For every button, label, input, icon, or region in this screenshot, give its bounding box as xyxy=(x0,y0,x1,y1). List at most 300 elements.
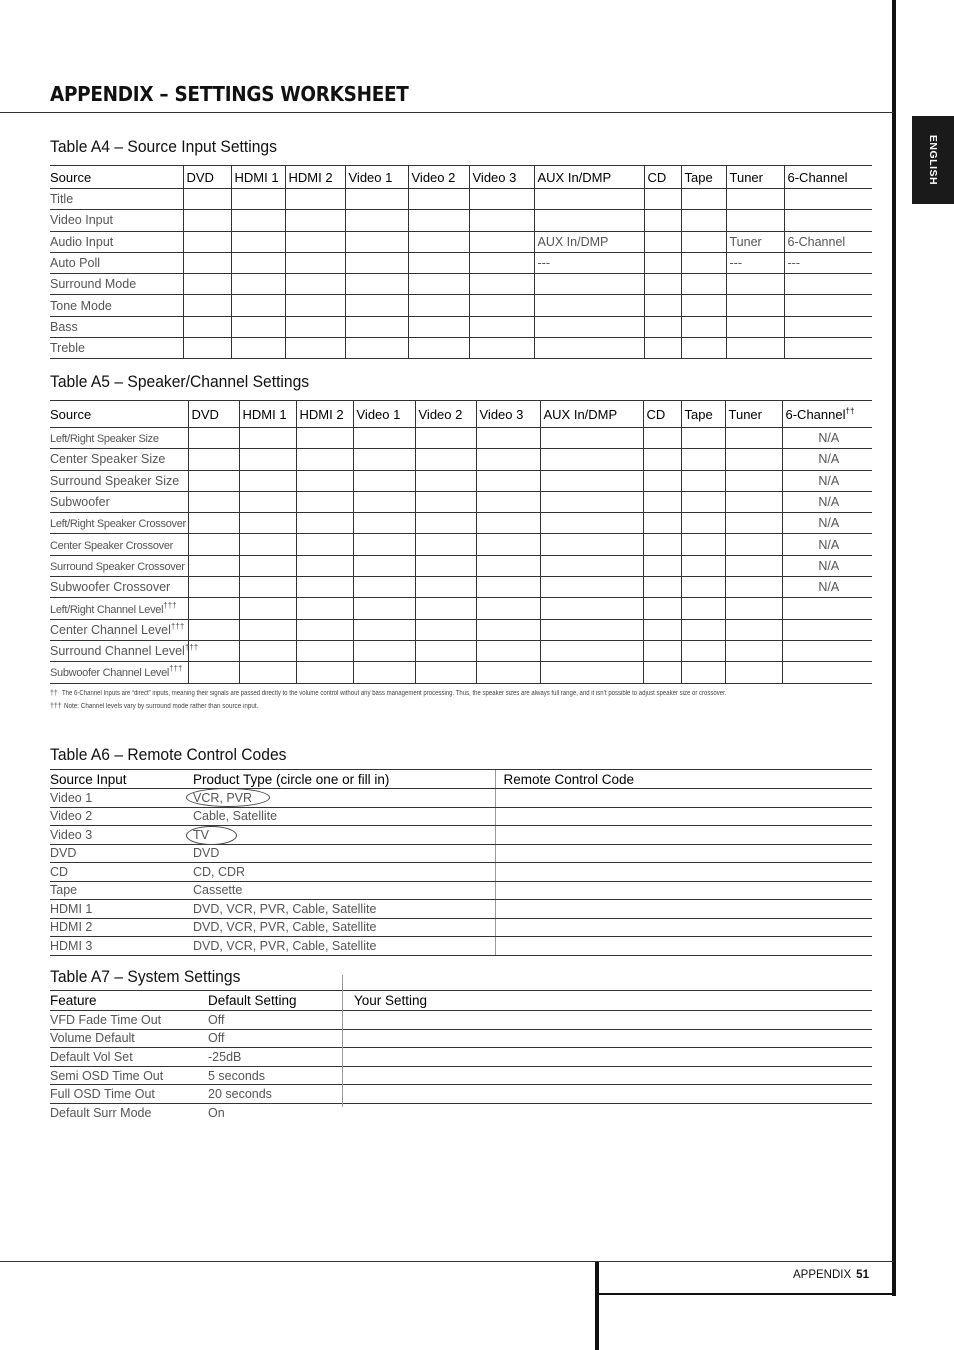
table-row xyxy=(50,1029,872,1048)
table-cell xyxy=(681,295,726,316)
table-cell xyxy=(495,937,872,956)
row-label: Treble xyxy=(50,338,183,359)
table-cell xyxy=(285,338,345,359)
table-row xyxy=(50,789,872,808)
table-cell: N/A xyxy=(782,513,872,534)
row-label-text: Surround Channel Level xyxy=(50,644,185,659)
table-cell: -25dB xyxy=(200,1048,342,1067)
table-row xyxy=(50,534,872,555)
table-cell xyxy=(285,231,345,252)
table-cell xyxy=(183,274,231,295)
row-footnote-mark: ††† xyxy=(163,600,177,610)
table-cell xyxy=(342,1066,872,1085)
table-cell: VCR, PVR xyxy=(185,789,495,808)
row-label-text: Surround Speaker Size xyxy=(50,473,180,488)
table-cell: 6-Channel xyxy=(784,231,872,252)
table-cell xyxy=(782,619,872,640)
table-cell xyxy=(540,640,643,661)
row-label: CD xyxy=(50,863,185,882)
table-cell xyxy=(643,662,681,683)
table-cell xyxy=(643,470,681,491)
table-a5-col-header xyxy=(188,401,239,428)
table-cell xyxy=(476,428,540,449)
table-cell xyxy=(183,252,231,273)
table-cell xyxy=(408,338,469,359)
table-cell xyxy=(782,662,872,683)
table-a4-col-header: 6-Channel xyxy=(784,166,872,189)
table-cell: AUX In/DMP xyxy=(534,231,644,252)
table-cell: Off xyxy=(200,1011,342,1030)
table-cell xyxy=(643,513,681,534)
table-cell xyxy=(345,316,408,337)
table-cell xyxy=(469,295,534,316)
table-cell xyxy=(784,210,872,231)
table-cell xyxy=(469,210,534,231)
table-cell: DVD xyxy=(185,844,495,863)
table-cell xyxy=(681,534,725,555)
table-cell: --- xyxy=(784,252,872,273)
table-cell xyxy=(231,231,285,252)
footnote-1 xyxy=(50,690,834,697)
table-row xyxy=(50,231,872,252)
table-cell xyxy=(643,619,681,640)
table-a6-body xyxy=(50,770,872,956)
table-cell xyxy=(534,295,644,316)
table-cell xyxy=(726,295,784,316)
page-footer xyxy=(793,1269,869,1281)
table-cell xyxy=(415,598,476,619)
table-a5-header-row xyxy=(50,401,872,428)
table-a5-col-header xyxy=(50,401,188,428)
table-a5-col-header xyxy=(476,401,540,428)
table-a4-col-header: Tape xyxy=(681,166,726,189)
footnote-2-mark: ††† xyxy=(50,703,62,710)
column-label: Tuner xyxy=(728,406,762,422)
table-cell: Cable, Satellite xyxy=(185,807,495,826)
table-cell xyxy=(495,789,872,808)
table-cell xyxy=(415,513,476,534)
table-cell xyxy=(725,555,782,576)
table-cell xyxy=(239,513,296,534)
table-a4-col-header: AUX In/DMP xyxy=(534,166,644,189)
table-cell xyxy=(188,534,239,555)
table-row xyxy=(50,844,872,863)
table-cell xyxy=(415,640,476,661)
table-a6-header-row xyxy=(50,770,872,789)
table-cell xyxy=(345,210,408,231)
table-cell xyxy=(681,252,726,273)
table-cell: N/A xyxy=(782,470,872,491)
table-cell: N/A xyxy=(782,491,872,512)
table-a7-col-header: Your Setting xyxy=(342,991,872,1011)
table-cell xyxy=(681,428,725,449)
table-cell xyxy=(681,662,725,683)
row-label-text: Subwoofer xyxy=(50,495,110,510)
column-label: Tape xyxy=(684,406,713,422)
table-a5-col-header xyxy=(540,401,643,428)
table-row xyxy=(50,1103,872,1122)
table-row xyxy=(50,826,872,845)
table-cell xyxy=(495,881,872,900)
row-label xyxy=(50,598,188,619)
table-cell xyxy=(681,231,726,252)
table-cell xyxy=(415,577,476,598)
table-cell xyxy=(285,316,345,337)
table-cell xyxy=(353,662,415,683)
table-cell xyxy=(353,491,415,512)
table-cell xyxy=(231,189,285,210)
table-cell xyxy=(239,428,296,449)
table-cell xyxy=(239,555,296,576)
row-label xyxy=(50,640,199,661)
table-cell xyxy=(239,640,296,661)
table-cell xyxy=(540,598,643,619)
table-cell xyxy=(239,577,296,598)
table-a7-col-header: Default Setting xyxy=(200,991,342,1011)
table-cell xyxy=(345,338,408,359)
table-cell xyxy=(342,1048,872,1067)
table-cell xyxy=(726,338,784,359)
table-cell xyxy=(415,428,476,449)
table-row xyxy=(50,491,872,512)
table-cell xyxy=(495,918,872,937)
language-tab xyxy=(912,116,954,204)
table-cell xyxy=(725,491,782,512)
table-cell xyxy=(231,338,285,359)
table-cell: 5 seconds xyxy=(200,1066,342,1085)
table-row xyxy=(50,1066,872,1085)
table-a5-col-header xyxy=(239,401,296,428)
table-a4-col-header: Tuner xyxy=(726,166,784,189)
row-label: Default Vol Set xyxy=(50,1048,200,1067)
table-cell xyxy=(726,189,784,210)
table-cell xyxy=(643,640,681,661)
table-cell xyxy=(231,316,285,337)
row-label xyxy=(50,428,188,449)
table-row xyxy=(50,619,872,640)
table-row xyxy=(50,470,872,491)
table-cell xyxy=(345,189,408,210)
table-cell xyxy=(681,470,725,491)
table-cell xyxy=(725,449,782,470)
table-cell xyxy=(231,295,285,316)
row-label-text: Center Speaker Crossover xyxy=(50,539,174,552)
table-a4-col-header: Video 1 xyxy=(345,166,408,189)
column-label: CD xyxy=(646,406,666,422)
row-label xyxy=(50,577,188,598)
row-label: Video 3 xyxy=(50,826,185,845)
table-cell xyxy=(726,210,784,231)
table-a5-title: Table A5 – Speaker/Channel Settings xyxy=(50,372,310,391)
table-cell xyxy=(681,274,726,295)
row-label xyxy=(50,555,188,576)
table-cell xyxy=(725,428,782,449)
table-cell xyxy=(408,252,469,273)
table-cell xyxy=(353,619,415,640)
table-cell xyxy=(342,1085,872,1104)
row-label-text: Left/Right Speaker Crossover xyxy=(50,518,186,531)
table-cell xyxy=(681,577,725,598)
table-cell: N/A xyxy=(782,555,872,576)
table-row xyxy=(50,189,872,210)
row-label: Audio Input xyxy=(50,231,183,252)
table-a7-divider xyxy=(342,975,343,1107)
row-label xyxy=(50,449,188,470)
table-row xyxy=(50,316,872,337)
table-cell xyxy=(296,491,353,512)
row-label: Bass xyxy=(50,316,183,337)
table-cell xyxy=(534,189,644,210)
table-cell xyxy=(495,863,872,882)
table-row xyxy=(50,598,872,619)
row-label: Auto Poll xyxy=(50,252,183,273)
circled-choice-video-1 xyxy=(186,788,270,807)
row-label: Full OSD Time Out xyxy=(50,1085,200,1104)
table-cell xyxy=(476,449,540,470)
row-label: Video Input xyxy=(50,210,183,231)
table-row xyxy=(50,918,872,937)
table-cell xyxy=(239,662,296,683)
table-a5-col-header xyxy=(681,401,725,428)
table-cell xyxy=(183,316,231,337)
table-cell xyxy=(725,577,782,598)
table-cell xyxy=(643,577,681,598)
footer-top-rule xyxy=(0,1261,894,1262)
table-a4-col-header: DVD xyxy=(183,166,231,189)
table-cell xyxy=(183,338,231,359)
table-cell xyxy=(408,231,469,252)
footer-section: APPENDIX xyxy=(793,1269,852,1281)
table-cell xyxy=(469,231,534,252)
table-a6-col-header: Product Type (circle one or fill in) xyxy=(185,770,495,789)
column-label: Video 2 xyxy=(418,406,463,422)
table-cell xyxy=(476,470,540,491)
table-cell: TV xyxy=(185,826,495,845)
table-row xyxy=(50,338,872,359)
table-cell xyxy=(285,295,345,316)
table-cell xyxy=(643,534,681,555)
table-cell xyxy=(415,662,476,683)
table-cell: DVD, VCR, PVR, Cable, Satellite xyxy=(185,900,495,919)
table-cell xyxy=(643,598,681,619)
row-label xyxy=(50,491,188,512)
table-cell xyxy=(183,210,231,231)
table-a4-body xyxy=(50,166,872,359)
table-cell xyxy=(469,338,534,359)
table-a7-header-row xyxy=(50,991,872,1011)
footnote-1-mark: †† xyxy=(50,690,58,697)
table-cell xyxy=(408,210,469,231)
table-cell xyxy=(296,662,353,683)
table-cell: N/A xyxy=(782,449,872,470)
table-a4-col-header: Source xyxy=(50,166,183,189)
table-cell xyxy=(188,555,239,576)
table-a7 xyxy=(50,990,872,1122)
table-a4-col-header: HDMI 1 xyxy=(231,166,285,189)
table-a6-title: Table A6 – Remote Control Codes xyxy=(50,745,287,764)
table-a4 xyxy=(50,165,872,359)
row-label xyxy=(50,534,188,555)
table-cell xyxy=(540,662,643,683)
table-cell xyxy=(296,470,353,491)
table-cell xyxy=(495,900,872,919)
row-label xyxy=(50,619,188,640)
table-row xyxy=(50,555,872,576)
table-cell xyxy=(469,316,534,337)
table-cell: N/A xyxy=(782,534,872,555)
table-cell xyxy=(643,449,681,470)
table-row xyxy=(50,1048,872,1067)
table-row xyxy=(50,252,872,273)
table-cell xyxy=(540,428,643,449)
table-cell xyxy=(188,491,239,512)
table-cell xyxy=(469,274,534,295)
footnote-2 xyxy=(50,703,280,710)
table-cell xyxy=(342,1011,872,1030)
table-cell xyxy=(681,619,725,640)
table-cell: On xyxy=(208,1106,225,1121)
footnote-1-text: The 6-Channel Inputs are “direct” inputs, meaning their signals are passed directly to the volume control without any bass management processing. Thus, the speaker sizes are always full range, and it isn’t possible to adjust speaker size or crossover. xyxy=(61,690,727,697)
table-cell xyxy=(469,189,534,210)
table-a7-title: Table A7 – System Settings xyxy=(50,967,241,986)
column-label: Video 3 xyxy=(479,406,524,422)
table-row xyxy=(50,807,872,826)
table-row xyxy=(50,1085,872,1104)
table-cell xyxy=(231,252,285,273)
table-cell xyxy=(476,513,540,534)
row-label-text: Left/Right Channel Level xyxy=(50,603,164,616)
table-cell xyxy=(469,252,534,273)
row-label-text: Subwoofer Crossover xyxy=(50,580,171,595)
table-cell xyxy=(784,316,872,337)
table-a5 xyxy=(50,400,872,684)
table-cell xyxy=(183,295,231,316)
row-label-text: Subwoofer Channel Level xyxy=(50,667,170,680)
row-label-text: Surround Speaker Crossover xyxy=(50,560,185,573)
table-cell: Tuner xyxy=(726,231,784,252)
table-row xyxy=(50,900,872,919)
table-cell xyxy=(353,640,415,661)
right-vertical-rule xyxy=(892,0,896,1296)
row-label: Video 2 xyxy=(50,807,185,826)
table-cell xyxy=(782,640,872,661)
table-cell xyxy=(495,844,872,863)
row-footnote-mark: ††† xyxy=(170,621,185,631)
table-a4-col-header: CD xyxy=(644,166,681,189)
table-cell xyxy=(534,210,644,231)
table-cell xyxy=(725,640,782,661)
table-cell xyxy=(353,449,415,470)
table-cell xyxy=(285,189,345,210)
column-label: AUX In/DMP xyxy=(543,406,618,422)
table-cell xyxy=(644,338,681,359)
row-label-text: Center Channel Level xyxy=(50,622,171,637)
table-cell xyxy=(725,513,782,534)
table-cell xyxy=(681,640,725,661)
table-cell xyxy=(540,513,643,534)
table-cell xyxy=(644,189,681,210)
table-cell xyxy=(726,274,784,295)
table-cell xyxy=(643,555,681,576)
table-cell xyxy=(353,555,415,576)
row-footnote-mark: ††† xyxy=(184,642,199,652)
row-label: Surround Mode xyxy=(50,274,183,295)
table-a4-col-header: Video 2 xyxy=(408,166,469,189)
table-a5-col-header xyxy=(725,401,782,428)
row-label: VFD Fade Time Out xyxy=(50,1011,200,1030)
table-cell xyxy=(534,338,644,359)
table-cell xyxy=(476,598,540,619)
table-a4-header-row xyxy=(50,166,872,189)
row-label: HDMI 1 xyxy=(50,900,185,919)
table-cell xyxy=(476,534,540,555)
table-cell xyxy=(188,662,239,683)
column-label: HDMI 2 xyxy=(299,406,344,422)
table-cell xyxy=(495,807,872,826)
table-cell xyxy=(188,619,239,640)
table-cell xyxy=(681,449,725,470)
row-label: Tape xyxy=(50,881,185,900)
table-a4-col-header: HDMI 2 xyxy=(285,166,345,189)
table-cell xyxy=(681,316,726,337)
row-footnote-mark: ††† xyxy=(169,664,183,674)
table-a4-title: Table A4 – Source Input Settings xyxy=(50,137,277,156)
table-cell xyxy=(408,189,469,210)
table-cell: DVD, VCR, PVR, Cable, Satellite xyxy=(185,937,495,956)
table-cell: DVD, VCR, PVR, Cable, Satellite xyxy=(185,918,495,937)
row-label: Default Surr Mode xyxy=(50,1106,152,1121)
row-label: DVD xyxy=(50,844,185,863)
table-cell xyxy=(415,555,476,576)
row-label: Tone Mode xyxy=(50,295,183,316)
table-cell xyxy=(296,619,353,640)
column-label: Source xyxy=(50,406,92,422)
table-cell xyxy=(188,449,239,470)
table-cell xyxy=(534,274,644,295)
table-cell: N/A xyxy=(782,577,872,598)
table-cell xyxy=(476,662,540,683)
table-cell xyxy=(725,470,782,491)
table-cell xyxy=(495,826,872,845)
table-cell xyxy=(408,274,469,295)
table-cell xyxy=(725,662,782,683)
table-cell xyxy=(353,470,415,491)
table-a5-col-header xyxy=(643,401,681,428)
table-cell xyxy=(188,598,239,619)
table-cell: --- xyxy=(534,252,644,273)
table-cell xyxy=(353,534,415,555)
table-row xyxy=(50,428,872,449)
table-cell xyxy=(415,491,476,512)
table-cell: Cassette xyxy=(185,881,495,900)
table-cell xyxy=(353,598,415,619)
table-cell xyxy=(188,428,239,449)
row-label: Video 1 xyxy=(50,789,185,808)
table-cell xyxy=(285,274,345,295)
table-cell xyxy=(353,577,415,598)
table-cell xyxy=(540,619,643,640)
table-cell xyxy=(784,295,872,316)
table-cell xyxy=(353,513,415,534)
row-label-text: Center Speaker Size xyxy=(50,452,166,467)
table-cell xyxy=(408,316,469,337)
table-a6-col-header: Source Input xyxy=(50,770,185,789)
table-cell xyxy=(296,534,353,555)
table-cell xyxy=(296,640,353,661)
row-label: Title xyxy=(50,189,183,210)
table-cell xyxy=(345,274,408,295)
row-label-text: Left/Right Speaker Size xyxy=(50,433,159,446)
